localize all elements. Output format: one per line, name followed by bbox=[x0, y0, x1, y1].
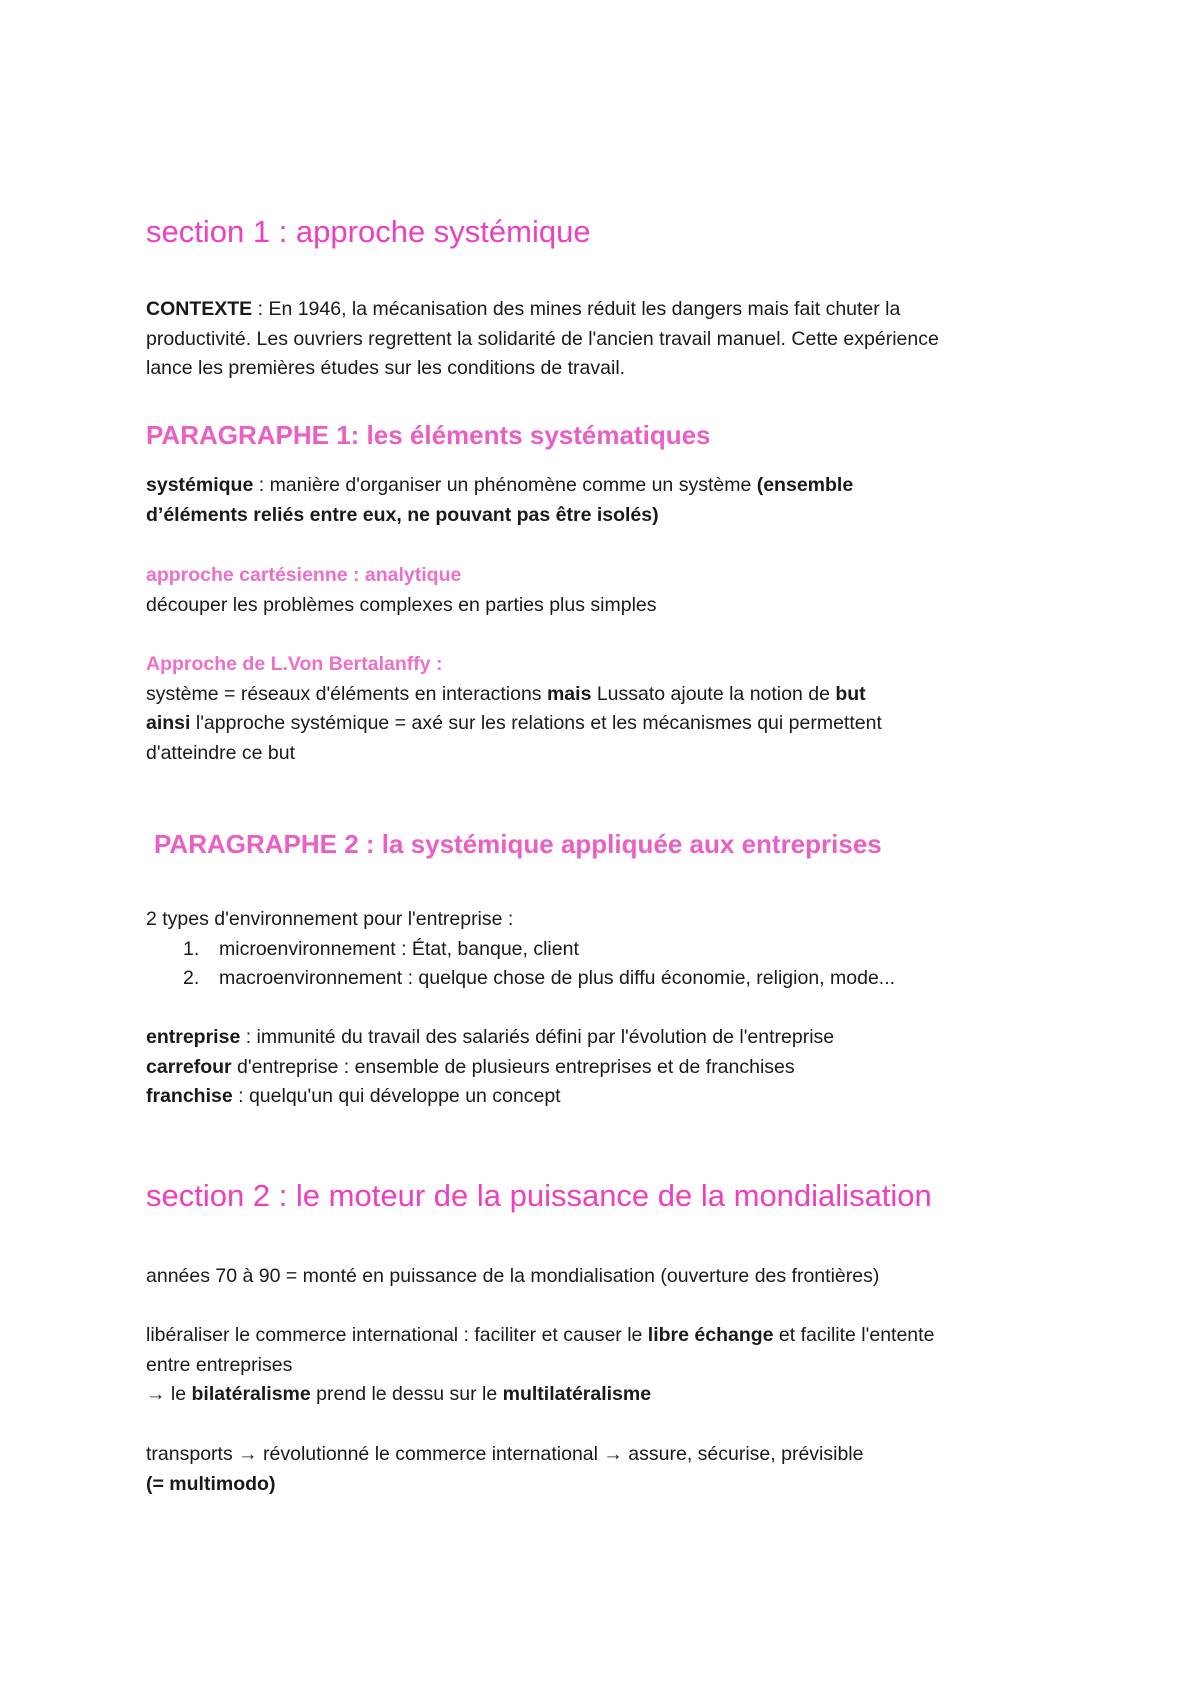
bertalanffy-bold-mais: mais bbox=[546, 682, 592, 705]
libre-echange-bold: libre échange bbox=[647, 1324, 774, 1346]
bilateralisme-line bbox=[146, 1380, 1076, 1410]
liberaliser-line-1 bbox=[146, 1321, 1076, 1351]
franchise-text: : quelqu'un qui développe un concept bbox=[232, 1085, 561, 1107]
carrefour-term: carrefour bbox=[146, 1055, 232, 1078]
bertalanffy-text-a: système = réseaux d'éléments en interactions bbox=[146, 682, 547, 705]
liberaliser-block bbox=[146, 1321, 1076, 1410]
contexte-paragraph bbox=[146, 295, 1076, 384]
section-1-title: section 1 : approche systémique bbox=[146, 214, 591, 249]
paragraphe-1-title: PARAGRAPHE 1: les éléments systématiques bbox=[146, 420, 711, 450]
cartesian-block bbox=[146, 561, 1076, 620]
section-1-heading-block bbox=[146, 213, 1076, 251]
multimodo-line bbox=[146, 1470, 1076, 1500]
bilateralisme-bold: bilatéralisme bbox=[191, 1383, 311, 1405]
bertalanffy-title: Approche de L.Von Bertalanffy : bbox=[146, 653, 443, 675]
liberaliser-text-c: et facilite l'entente bbox=[773, 1324, 935, 1346]
bertalanffy-block bbox=[146, 650, 1076, 768]
list-number: 1. bbox=[183, 937, 200, 960]
contexte-text-1: : En 1946, la mécanisation des mines réduit les dangers mais fait chuter la bbox=[252, 298, 901, 320]
bertalanffy-line-2 bbox=[146, 709, 1076, 739]
systemique-bold-2: d’éléments reliés entre eux, ne pouvant pas être isolés) bbox=[146, 503, 659, 526]
cartesian-title: approche cartésienne : analytique bbox=[146, 564, 462, 586]
paragraphe-1-heading-block bbox=[146, 419, 1076, 451]
bertalanffy-bold-ainsi: ainsi bbox=[146, 712, 191, 734]
section-2-heading-block bbox=[146, 1177, 1076, 1215]
contexte-line-1 bbox=[146, 295, 1076, 325]
annees-text: années 70 à 90 = monté en puissance de la mondialisation (ouverture des frontières) bbox=[146, 1265, 880, 1287]
systemique-text: : manière d'organiser un phénomène comme un système bbox=[253, 474, 757, 496]
systemique-line-2 bbox=[146, 501, 1076, 531]
systemique-line-1 bbox=[146, 471, 1076, 501]
bertalanffy-line-1 bbox=[146, 680, 1076, 710]
paragraphe-2-title: PARAGRAPHE 2 : la systémique appliquée aux entreprises bbox=[154, 829, 882, 859]
section-2-title: section 2 : le moteur de la puissance de la mondialisation bbox=[146, 1178, 932, 1213]
list-item bbox=[146, 935, 1076, 965]
franchise-definition bbox=[146, 1082, 1076, 1112]
bertalanffy-text-c: Lussato ajoute la notion de bbox=[591, 682, 836, 705]
environnement-block bbox=[146, 905, 1076, 994]
list-item bbox=[146, 964, 1076, 994]
bertalanffy-text-l2: l'approche systémique = axé sur les relations et les mécanismes qui permettent bbox=[190, 712, 882, 734]
bertalanffy-bold-but: but bbox=[835, 682, 866, 705]
systemique-term: systémique bbox=[146, 474, 254, 496]
multimodo-bold: (= multimodo) bbox=[146, 1472, 276, 1495]
entreprise-text: : immunité du travail des salariés défini par l'évolution de l'entreprise bbox=[240, 1026, 835, 1048]
systemique-bold-1: (ensemble bbox=[756, 474, 854, 496]
arrow-text-c: prend le dessu sur le bbox=[310, 1383, 503, 1405]
systemique-definition bbox=[146, 471, 1076, 530]
multilateralisme-bold: multilatéralisme bbox=[502, 1383, 652, 1405]
environnement-list bbox=[146, 935, 1076, 994]
carrefour-definition bbox=[146, 1053, 1076, 1083]
cartesian-text: découper les problèmes complexes en parties plus simples bbox=[146, 593, 657, 616]
definitions-block bbox=[146, 1023, 1076, 1112]
contexte-line-3: lance les premières études sur les conditions de travail. bbox=[146, 357, 626, 379]
entreprise-term: entreprise bbox=[146, 1026, 241, 1048]
contexte-label: CONTEXTE bbox=[146, 298, 253, 320]
annees-block bbox=[146, 1262, 1076, 1292]
franchise-term: franchise bbox=[146, 1085, 233, 1107]
arrow-text-a: → le bbox=[146, 1383, 192, 1405]
liberaliser-line-2: entre entreprises bbox=[146, 1353, 293, 1376]
transports-block bbox=[146, 1440, 1076, 1499]
liberaliser-text-a: libéraliser le commerce international : faciliter et causer le bbox=[146, 1324, 648, 1346]
bertalanffy-line-3: d'atteindre ce but bbox=[146, 741, 295, 764]
transports-text: transports → révolutionné le commerce international → assure, sécurise, prévisible bbox=[146, 1443, 864, 1465]
environnement-intro: 2 types d'environnement pour l'entreprise : bbox=[146, 908, 514, 930]
entreprise-definition bbox=[146, 1023, 1076, 1053]
contexte-line-2: productivité. Les ouvriers regrettent la solidarité de l'ancien travail manuel. Cette expérience bbox=[146, 327, 939, 350]
paragraphe-2-heading-block bbox=[154, 828, 1084, 860]
list-number: 2. bbox=[183, 967, 200, 989]
list-item-text: microenvironnement : État, banque, client bbox=[219, 937, 579, 960]
carrefour-text: d'entreprise : ensemble de plusieurs entreprises et de franchises bbox=[231, 1055, 795, 1078]
list-item-text: macroenvironnement : quelque chose de plus diffu économie, religion, mode... bbox=[219, 967, 896, 989]
